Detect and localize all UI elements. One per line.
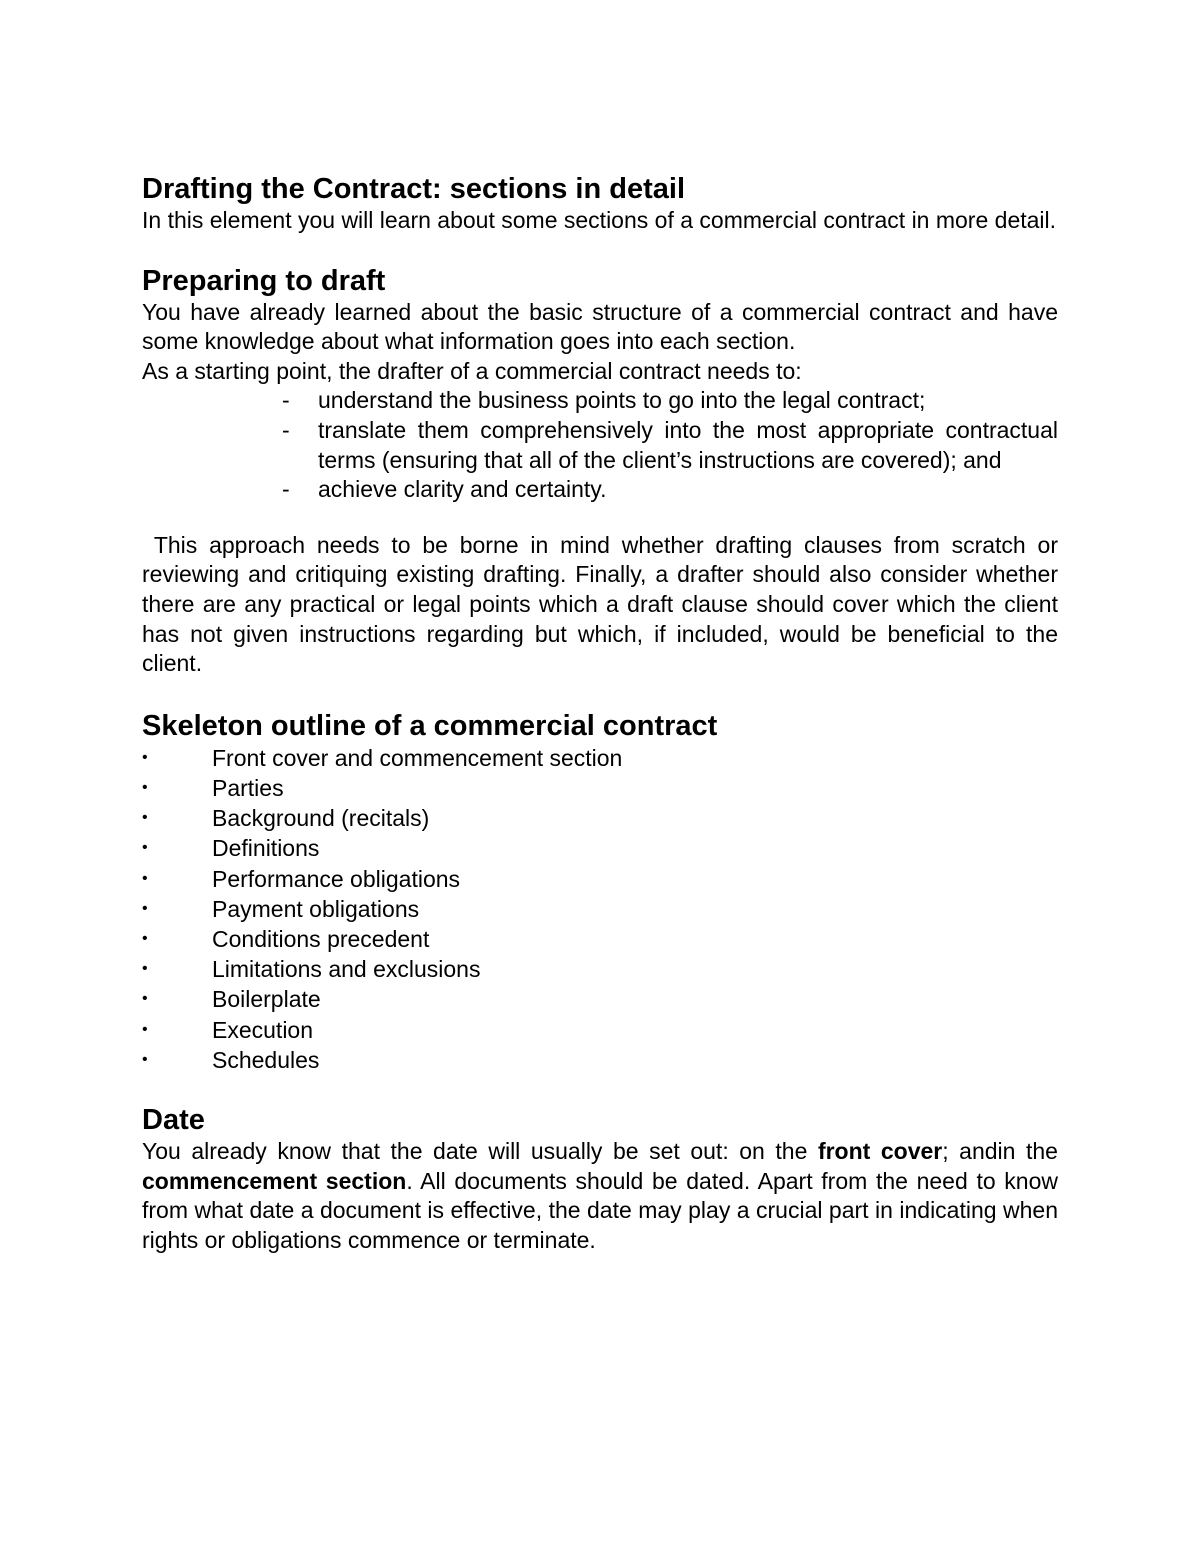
list-item: • Execution	[142, 1015, 1058, 1045]
spacer	[142, 679, 1058, 709]
date-text-2: ; andin the	[942, 1137, 1065, 1164]
list-item: - understand the business points to go into the legal contract;	[282, 386, 1058, 416]
skeleton-outline-list	[142, 743, 1058, 1075]
list-item: • Front cover and commencement section	[142, 743, 1058, 773]
list-item: • Limitations and exclusions	[142, 954, 1058, 984]
document-page	[142, 172, 1065, 1255]
intro-paragraph: In this element you will learn about some sections of a commercial contract in more detail.	[142, 207, 1057, 233]
spacer	[142, 1075, 1058, 1103]
drafter-needs-list	[142, 386, 1058, 504]
list-item: • Schedules	[142, 1045, 1058, 1075]
section-heading-date: Date	[142, 1103, 205, 1136]
date-paragraph	[142, 1137, 1065, 1255]
date-bold-front-cover: front cover	[817, 1137, 943, 1164]
list-item: - achieve clarity and certainty.	[282, 475, 1058, 505]
date-bold-commencement-section: commencement section	[142, 1167, 407, 1194]
list-item: • Performance obligations	[142, 864, 1058, 894]
list-item: • Conditions precedent	[142, 924, 1058, 954]
list-item: • Payment obligations	[142, 894, 1058, 924]
list-item: • Definitions	[142, 833, 1058, 863]
date-text-1: You already know that the date will usually be set out: on the	[142, 1137, 818, 1164]
list-item: - translate them comprehensively into the most appropriate contractual terms (ensuring that all of the client’s instructions are covered); and	[282, 416, 1058, 475]
date-text-3: . All documents should be dated. Apart from the need to know from what date a document is effective, the date may play a crucial part in indicating when rights or obligations commence or terminate.	[142, 1167, 1058, 1253]
list-item: • Boilerplate	[142, 984, 1058, 1014]
section-heading-preparing: Preparing to draft	[142, 264, 386, 297]
list-item: • Parties	[142, 773, 1058, 803]
preparing-paragraph-1: You have already learned about the basic structure of a commercial contract and have some knowledge about what information goes into each section.	[142, 298, 1058, 355]
preparing-paragraph-2: As a starting point, the drafter of a commercial contract needs to:	[142, 357, 802, 384]
approach-paragraph: This approach needs to be borne in mind whether drafting clauses from scratch or reviewing and critiquing existing drafting. Finally, a drafter should also consider whether there are any practical or legal points which a draft clause should cover which the client has not given instructions regarding but which, if included, would be beneficial to the client.	[142, 531, 1065, 677]
section-heading-skeleton: Skeleton outline of a commercial contract	[142, 709, 718, 742]
spacer	[142, 236, 1058, 264]
list-item: • Background (recitals)	[142, 803, 1058, 833]
spacer	[142, 505, 1058, 531]
document-title: Drafting the Contract: sections in detail	[142, 173, 685, 205]
